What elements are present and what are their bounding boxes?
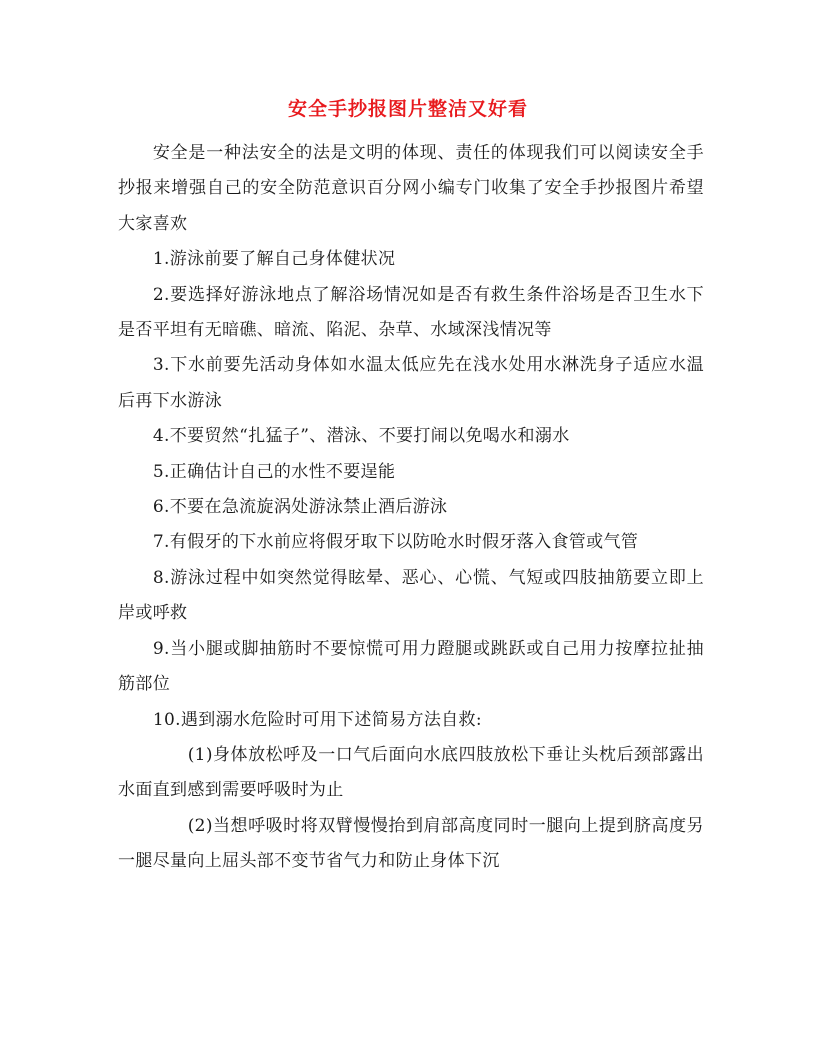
list-item-8: 8.游泳过程中如突然觉得眩晕、恶心、心慌、气短或四肢抽筋要立即上岸或呼救 (118, 567, 704, 624)
list-item-6: 6.不要在急流旋涡处游泳禁止酒后游泳 (152, 497, 448, 518)
list-item-9: 9.当小腿或脚抽筋时不要惊慌可用力蹬腿或跳跃或自己用力按摩拉扯抽筋部位 (118, 638, 704, 695)
intro-paragraph: 安全是一种法安全的法是文明的体现、责任的体现我们可以阅读安全手抄报来增强自己的安全防范意识百分网小编专门收集了安全手抄报图片希望大家喜欢 (118, 143, 704, 234)
list-item-3: 3.下水前要先活动身体如水温太低应先在浅水处用水淋洗身子适应水温后再下水游泳 (118, 355, 704, 411)
list-item-4: 4.不要贸然“扎猛子”、潜泳、不要打闹以免喝水和溺水 (152, 426, 570, 447)
list-item-1: 1.游泳前要了解自己身体健状况 (152, 249, 396, 270)
document-title: 安全手抄报图片整洁又好看 (287, 98, 528, 120)
list-item-10: 10.遇到溺水危险时可用下述简易方法自救: (152, 709, 482, 730)
document-body (118, 136, 704, 880)
list-item-2: 2.要选择好游泳地点了解浴场情况如是否有救生条件浴场是否卫生水下是否平坦有无暗礁、暗流、陷泥、杂草、水域深浅情况等 (118, 284, 704, 341)
sub-item-2: (2)当想呼吸时将双臂慢慢抬到肩部高度同时一腿向上提到脐高度另一腿尽量向上屈头部不变节省气力和防止身体下沉 (118, 815, 704, 872)
list-item-5: 5.正确估计自己的水性不要逞能 (152, 461, 396, 482)
sub-item-1: (1)身体放松呼及一口气后面向水底四肢放松下垂让头枕后颈部露出水面直到感到需要呼吸时为止 (118, 744, 704, 801)
list-item-7: 7.有假牙的下水前应将假牙取下以防呛水时假牙落入食管或气管 (152, 532, 639, 553)
